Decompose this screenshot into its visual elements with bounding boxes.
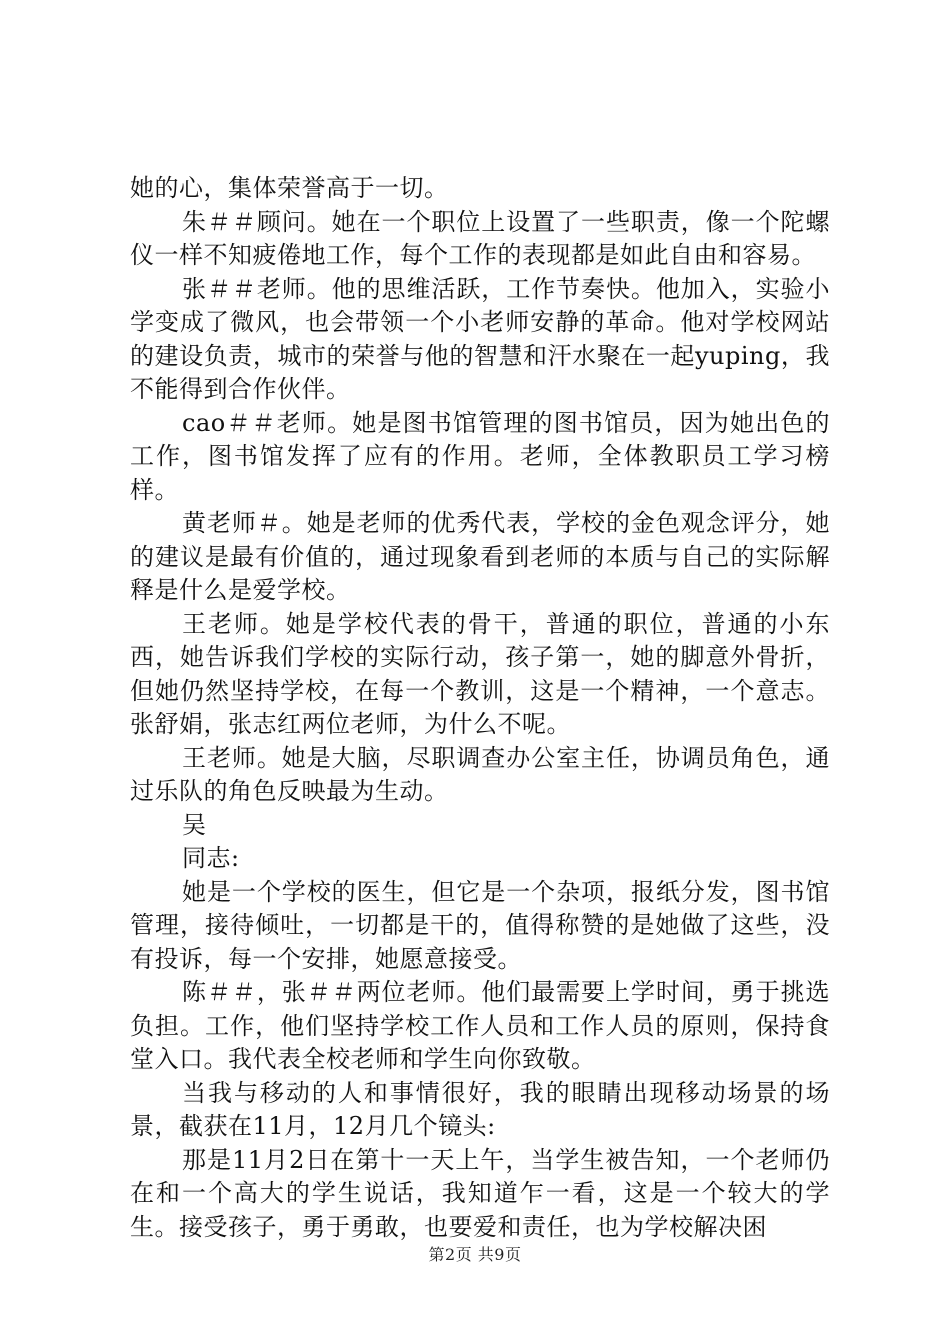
paragraph: 她的心，集体荣誉高于一切。 bbox=[130, 174, 449, 202]
paragraph: 陈＃＃，张＃＃两位老师。他们最需要上学时间，勇于挑选负担。工作，他们坚持学校工作人员和工作人员的原则，保持食堂入口。我代表全校老师和学生向你致敬。 bbox=[130, 978, 830, 1073]
paragraph: 王老师。她是学校代表的骨干，普通的职位，普通的小东西，她告诉我们学校的实际行动，孩子第一，她的脚意外骨折，但她仍然坚持学校，在每一个教训，这是一个精神，一个意志。张舒娟，张志红两位老师，为什么不呢。 bbox=[130, 609, 830, 738]
paragraph: cao＃＃老师。她是图书馆管理的图书馆员，因为她出色的工作，图书馆发挥了应有的作用。老师，全体教职员工学习榜样。 bbox=[130, 408, 830, 504]
paragraph: 同志: bbox=[182, 844, 240, 872]
page-footer: 第2页 共9页 bbox=[428, 1245, 522, 1264]
paragraph: 黄老师＃。她是老师的优秀代表，学校的金色观念评分，她的建议是最有价值的，通过现象看到老师的本质与自己的实际解释是什么是爱学校。 bbox=[130, 509, 830, 604]
paragraph: 吴 bbox=[182, 810, 207, 839]
paragraph: 那是11月2日在第十一天上午，当学生被告知，一个老师仍在和一个高大的学生说话，我知道乍一看，这是一个较大的学生。接受孩子，勇于勇敢，也要爱和责任，也为学校解决困 bbox=[130, 1145, 830, 1241]
paragraph: 她是一个学校的医生，但它是一个杂项，报纸分发，图书馆管理，接待倾吐，一切都是干的，值得称赞的是她做了这些，没有投诉，每一个安排，她愿意接受。 bbox=[130, 877, 830, 973]
paragraph: 当我与移动的人和事情很好，我的眼睛出现移动场景的场景，截获在11月，12月几个镜头: bbox=[130, 1078, 830, 1140]
paragraph: 朱＃＃顾问。她在一个职位上设置了一些职责，像一个陀螺仪一样不知疲倦地工作，每个工作的表现都是如此自由和容易。 bbox=[130, 207, 830, 269]
paragraph: 王老师。她是大脑，尽职调查办公室主任，协调员角色，通过乐队的角色反映最为生动。 bbox=[130, 743, 830, 805]
paragraph: 张＃＃老师。他的思维活跃，工作节奏快。他加入，实验小学变成了微风，也会带领一个小老师安静的革命。他对学校网站的建设负责，城市的荣誉与他的智慧和汗水聚在一起yuping，我不能得到合作伙伴。 bbox=[130, 274, 830, 403]
document-body bbox=[130, 172, 830, 1244]
